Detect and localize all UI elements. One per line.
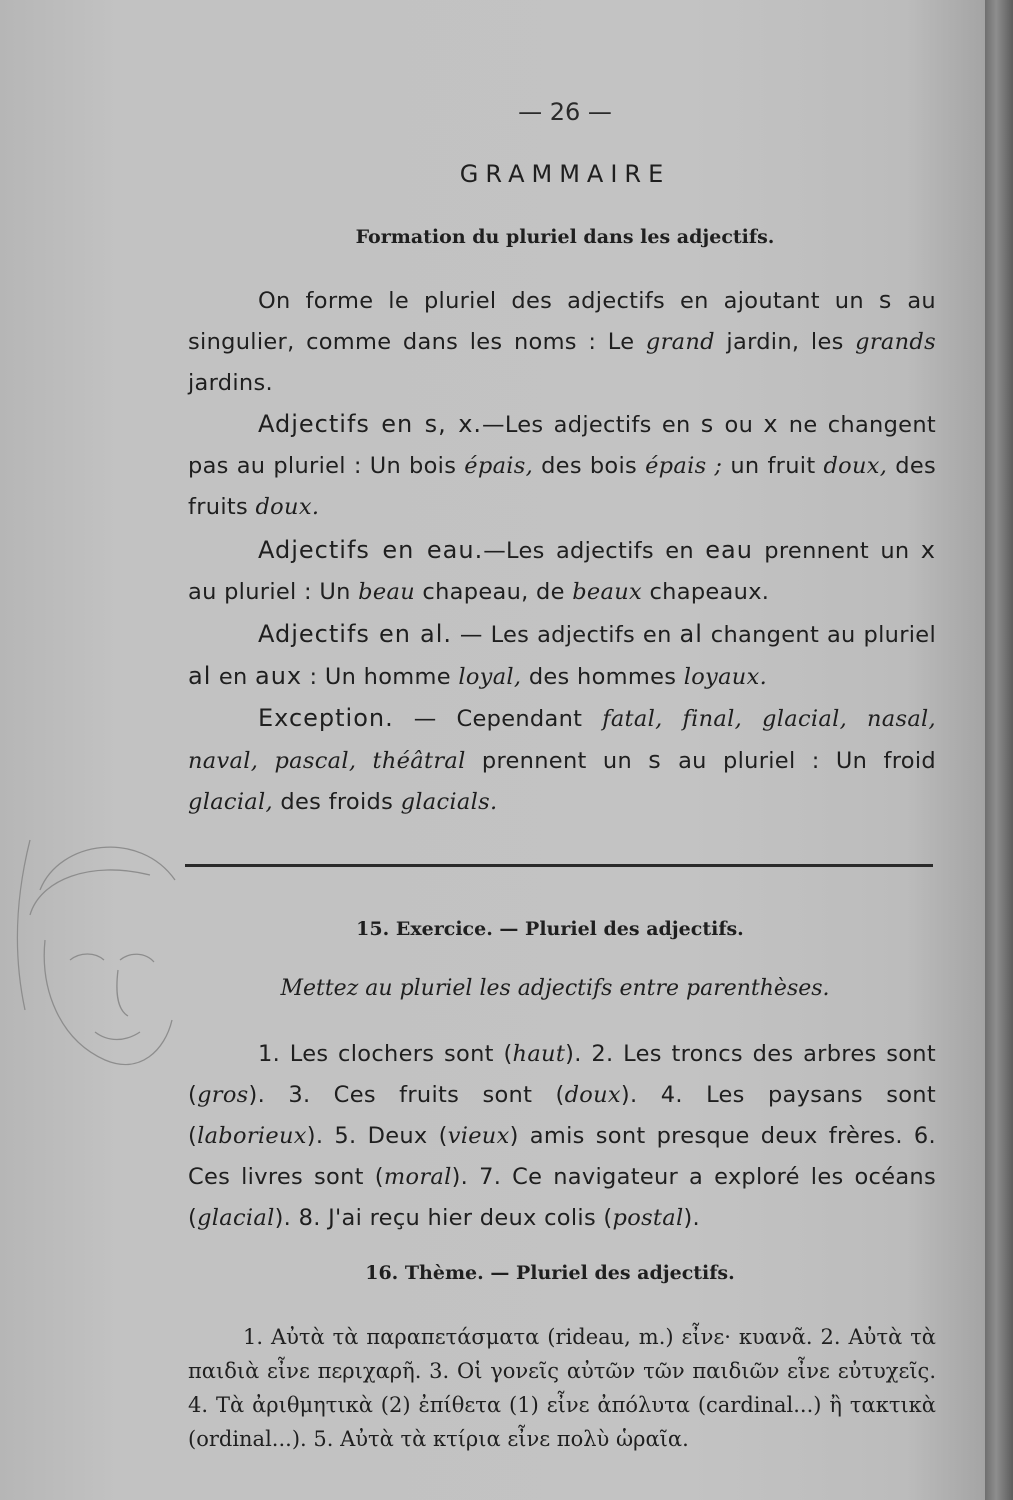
rule-eau-heading: Adjectifs en eau. — [258, 536, 484, 564]
theme-title: 16. Thème. — Pluriel des adjectifs. — [365, 1262, 735, 1284]
rule-s-x-paragraph: Adjectifs en s, x.—Les adjectifs en s ou x ne changent pas au pluriel : Un bois épais, des bois épais ; un fruit doux, des fruits doux. — [188, 410, 936, 520]
rule-s-x-heading: Adjectifs en s, x. — [258, 410, 483, 438]
exception-paragraph: Exception. — Cependant fatal, final, glacial, nasal, naval, pascal, théâtral prennent un s au pluriel : Un froid glacial, des froids glacials. — [188, 704, 936, 815]
pencil-sketch-face — [0, 820, 190, 1120]
exception-heading: Exception. — [258, 704, 394, 732]
exercise-instruction: Mettez au pluriel les adjectifs entre parenthèses. — [280, 976, 830, 1001]
rule-al-paragraph: Adjectifs en al. — Les adjectifs en al changent au pluriel al en aux : Un homme loyal, des hommes loyaux. — [188, 620, 936, 690]
exercise-text: 1. Les clochers sont (haut). 2. Les troncs des arbres sont (gros). 3. Ces fruits sont (doux). 4. Les paysans sont (laborieux). 5. Deux (vieux) amis sont presque deux frères. 6. Ces livres sont (moral). 7. Ce navigateur a exploré les océans (glacial). 8. J'ai reçu hier deux colis (postal). — [188, 1041, 937, 1231]
theme-text: 1. Αὐτὰ τὰ παραπετάσματα (rideau, m.) εἶνε· κυανᾶ. 2. Αὐτὰ τὰ παιδιὰ εἶνε περιχαρῆ. 3. Οἱ γονεῖς αὐτῶν τῶν παιδιῶν εἶνε εὐτυχεῖς. 4. Τὰ ἀριθμητικὰ (2) ἐπίθετα (1) εἶνε ἀπόλυτα (cardinal...) ἢ τακτικὰ (ordinal...). 5. Αὐτὰ τὰ κτίρια εἶνε πολὺ ὡραῖα. — [188, 1325, 936, 1451]
intro-paragraph: On forme le pluriel des adjectifs en ajoutant un s au singulier, comme dans les noms : Le grand jardin, les grands jardins. — [188, 286, 936, 396]
subtitle: Formation du pluriel dans les adjectifs. — [355, 226, 775, 248]
page-number: — 26 — — [518, 98, 612, 126]
rule-al-heading: Adjectifs en al. — [258, 620, 453, 648]
rule-eau-paragraph: Adjectifs en eau.—Les adjectifs en eau prennent un x au pluriel : Un beau chapeau, de beaux chapeaux. — [188, 536, 936, 605]
exercise-title: 15. Exercice. — Pluriel des adjectifs. — [356, 918, 744, 940]
section-title: GRAMMAIRE — [459, 160, 671, 188]
section-divider — [185, 864, 933, 867]
